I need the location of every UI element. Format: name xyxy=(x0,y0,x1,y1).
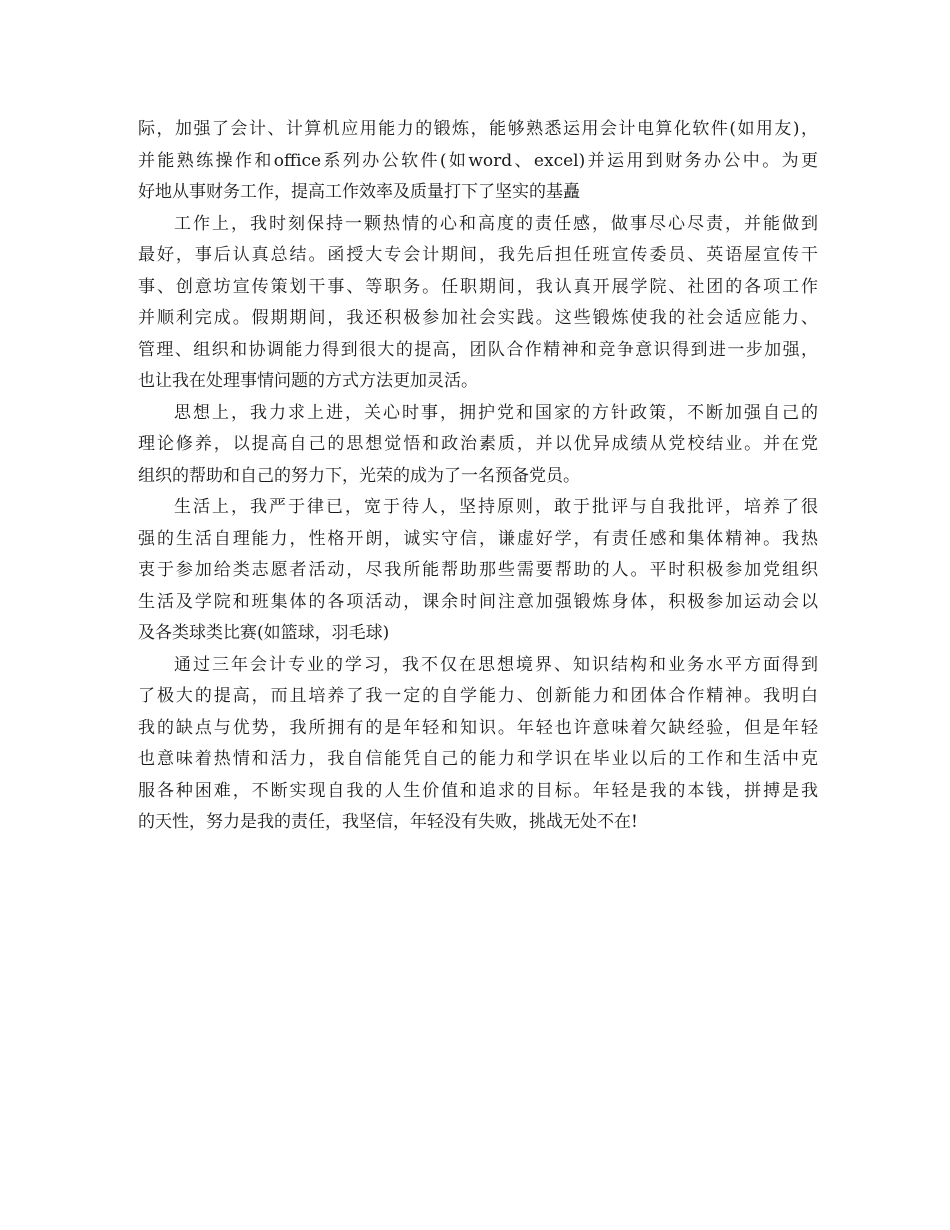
text-line: 好地从事财务工作，提高工作效率及质量打下了坚实的基矗 xyxy=(138,182,580,202)
text-line: 管理、组织和协调能力得到很大的提高，团队合作精神和竞争意识得到进一步加强， xyxy=(138,339,818,360)
text-line: 我的缺点与优势，我所拥有的是年轻和知识。年轻也许意味着欠缺经验，但是年轻 xyxy=(138,717,818,738)
text-line: 及各类球类比赛(如篮球，羽毛球) xyxy=(138,623,390,643)
text-line: 生活及学院和班集体的各项活动，课余时间注意加强锻炼身体，积极参加运动会以 xyxy=(138,591,818,612)
text-line: 并能熟练操作和office系列办公软件(如word、excel)并运用到财务办公中。为更 xyxy=(138,150,818,171)
text-line: 衷于参加给类志愿者活动，尽我所能帮助那些需要帮助的人。平时积极参加党组织 xyxy=(138,560,818,580)
text-line: 事、创意坊宣传策划干事、等职务。任职期间，我认真开展学院、社团的各项工作 xyxy=(138,276,818,297)
text-line: 并顺利完成。假期期间，我还积极参加社会实践。这些锻炼使我的社会适应能力、 xyxy=(138,308,818,328)
text-line: 工作上，我时刻保持一颗热情的心和高度的责任感，做事尽心尽责，并能做到 xyxy=(174,213,818,234)
paragraph-2 xyxy=(138,209,818,398)
text-line: 也让我在处理事情问题的方式方法更加灵活。 xyxy=(138,371,478,391)
text-line: 服各种困难，不断实现自我的人生价值和追求的目标。年轻是我的本钱，拼搏是我 xyxy=(138,780,818,801)
text-line: 组织的帮助和自己的努力下，光荣的成为了一名预备党员。 xyxy=(138,465,580,486)
paragraph-1 xyxy=(138,114,818,209)
text-line: 的天性，努力是我的责任，我坚信，年轻没有失败，挑战无处不在! xyxy=(138,812,638,832)
text-line: 强的生活自理能力，性格开朗，诚实守信，谦虚好学，有责任感和集体精神。我热 xyxy=(138,528,818,549)
paragraph-3 xyxy=(138,398,818,493)
text-line: 思想上，我力求上进，关心时事，拥护党和国家的方针政策，不断加强自己的 xyxy=(174,402,818,423)
paragraph-4 xyxy=(138,492,818,650)
text-line: 际，加强了会计、计算机应用能力的锻炼，能够熟悉运用会计电算化软件(如用友)， xyxy=(138,119,818,139)
text-line: 了极大的提高，而且培养了我一定的自学能力、创新能力和团体合作精神。我明白 xyxy=(138,686,818,706)
document-body xyxy=(138,114,818,839)
text-line: 通过三年会计专业的学习，我不仅在思想境界、知识结构和业务水平方面得到 xyxy=(174,654,818,675)
paragraph-5 xyxy=(138,650,818,839)
text-line: 生活上，我严于律已，宽于待人，坚持原则，敢于批评与自我批评，培养了很 xyxy=(174,497,818,517)
text-line: 也意味着热情和活力，我自信能凭自己的能力和学识在毕业以后的工作和生活中克 xyxy=(138,749,818,769)
text-line: 最好，事后认真总结。函授大专会计期间，我先后担任班宣传委员、英语屋宣传干 xyxy=(138,245,818,265)
text-line: 理论修养，以提高自己的思想觉悟和政治素质，并以优异成绩从党校结业。并在党 xyxy=(138,434,818,454)
